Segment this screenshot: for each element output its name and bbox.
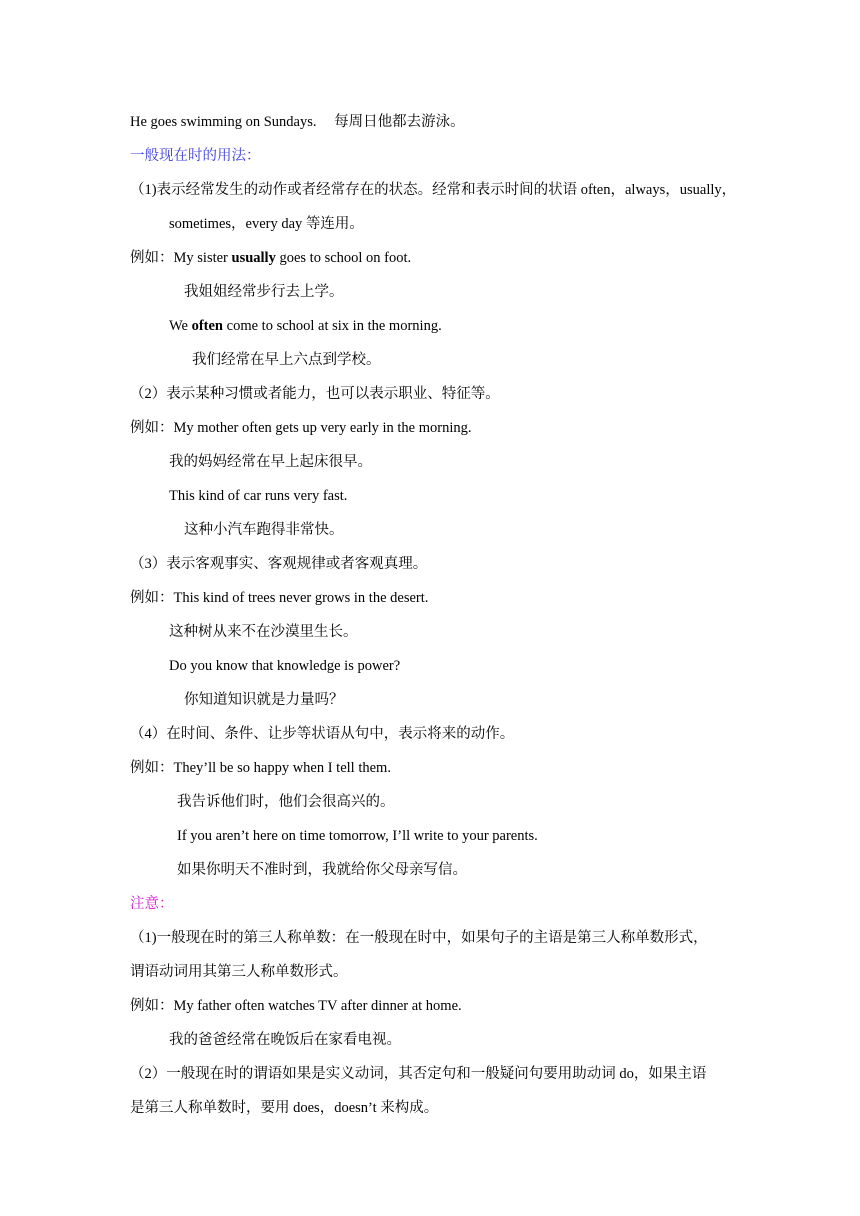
example-2-translation: 我们经常在早上六点到学校。	[192, 352, 381, 368]
example-2-post: come to school at six in the morning.	[223, 318, 442, 334]
rule-4: （4）在时间、条件、让步等状语从句中，表示将来的动作。	[130, 726, 515, 742]
intro-english: He goes swimming on Sundays.	[130, 114, 317, 130]
example-5-translation: 这种树从来不在沙漠里生长。	[169, 624, 358, 640]
note-1-line-2: 谓语动词用其第三人称单数形式。	[130, 964, 348, 980]
rule-1-line-2: sometimes，every day 等连用。	[169, 216, 364, 232]
rule-3: （3）表示客观事实、客观规律或者客观真理。	[130, 556, 428, 572]
example-8-translation: 如果你明天不准时到，我就给你父母亲写信。	[177, 862, 467, 878]
rule-1-line-1: （1)表示经常发生的动作或者经常存在的状态。经常和表示时间的状语 often，always，usually，	[130, 182, 737, 198]
example-2	[169, 316, 442, 336]
example-7: 例如：They’ll be so happy when I tell them.	[130, 760, 391, 776]
example-1-bold: usually	[231, 250, 276, 266]
example-1	[130, 248, 411, 268]
note-2-line-1: （2）一般现在时的谓语如果是实义动词，其否定句和一般疑问句要用助动词 do，如果主语	[130, 1066, 707, 1082]
note-2-line-2: 是第三人称单数时，要用 does，doesn’t 来构成。	[130, 1100, 439, 1116]
example-1-translation: 我姐姐经常步行去上学。	[184, 284, 344, 300]
example-1-post: goes to school on foot.	[275, 250, 412, 266]
example-3-translation: 我的妈妈经常在早上起床很早。	[169, 454, 372, 470]
usage-heading: 一般现在时的用法：	[130, 148, 261, 164]
example-3: 例如：My mother often gets up very early in the morning.	[130, 420, 472, 436]
example-8: If you aren’t here on time tomorrow, I’ll write to your parents.	[177, 828, 538, 844]
example-4-translation: 这种小汽车跑得非常快。	[184, 522, 344, 538]
rule-2: （2）表示某种习惯或者能力，也可以表示职业、特征等。	[130, 386, 500, 402]
example-label: 例如：	[130, 250, 174, 266]
example-7-translation: 我告诉他们时，他们会很高兴的。	[177, 794, 395, 810]
example-2-bold: often	[191, 318, 224, 334]
example-9: 例如：My father often watches TV after dinner at home.	[130, 998, 462, 1014]
example-9-translation: 我的爸爸经常在晚饭后在家看电视。	[169, 1032, 401, 1048]
note-heading: 注意：	[130, 896, 174, 912]
example-1-pre: My sister	[173, 250, 232, 266]
intro-sentence	[130, 112, 465, 132]
example-6-translation: 你知道知识就是力量吗？	[184, 692, 344, 708]
note-1-line-1: （1)一般现在时的第三人称单数：在一般现在时中，如果句子的主语是第三人称单数形式，	[130, 930, 708, 946]
intro-chinese: 每周日他都去游泳。	[334, 114, 465, 130]
example-5: 例如：This kind of trees never grows in the desert.	[130, 590, 429, 606]
example-4: This kind of car runs very fast.	[169, 488, 348, 504]
example-6: Do you know that knowledge is power?	[169, 658, 401, 674]
example-2-pre: We	[169, 318, 192, 334]
